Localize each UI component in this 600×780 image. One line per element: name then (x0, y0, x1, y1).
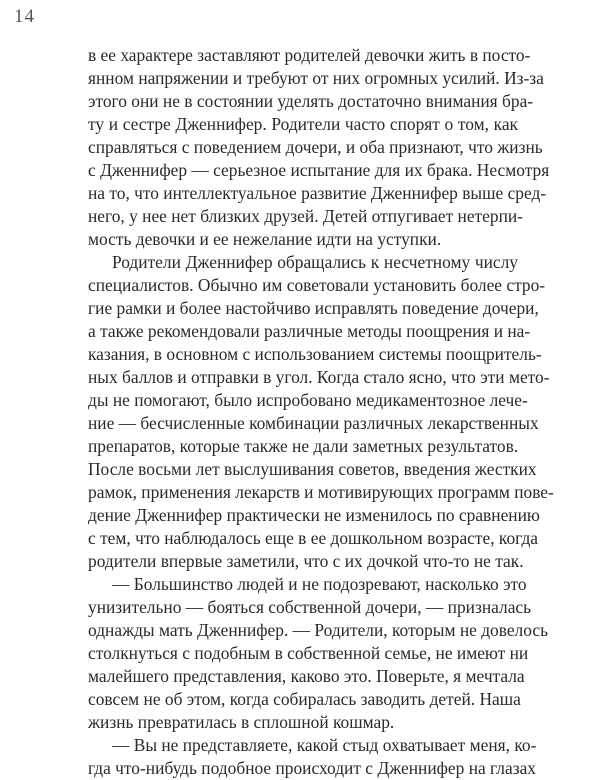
text-line: него, у нее нет близких друзей. Детей отпугивает нетерпи- (88, 206, 523, 226)
page-number: 14 (14, 6, 35, 27)
paragraph-2 (88, 251, 554, 573)
text-line: столкнуться с подобным в собственной семье, не имеют ни (88, 643, 529, 663)
text-line: однажды мать Дженнифер. — Родители, которым не довелось (88, 620, 549, 640)
text-line: ных баллов и отправки в угол. Когда стало ясно, что эти мето- (88, 367, 550, 387)
paragraph-1 (88, 44, 550, 251)
text-line: на то, что интеллектуальное развитие Дженнифер выше сред- (88, 183, 547, 203)
text-line: препаратов, которые также не дали заметных результатов. (88, 436, 519, 456)
text-line: этого они не в состоянии уделять достаточно внимания бра- (88, 91, 534, 111)
text-line: — Большинство людей и не подозревают, насколько это (112, 574, 527, 594)
text-line: мость девочки и ее нежелание идти на уступки. (88, 229, 442, 249)
text-line: гие рамки и более настойчиво исправлять поведение дочери, (88, 298, 539, 318)
text-line: ту и сестре Дженнифер. Родители часто спорят о том, как (88, 114, 518, 134)
paragraph-3 (88, 573, 549, 734)
text-line: родители впервые заметили, что с их дочкой что-то не так. (88, 551, 524, 571)
text-line: специалистов. Обычно им советовали установить более стро- (88, 275, 546, 295)
text-line: в ее характере заставляют родителей девочки жить в посто- (88, 45, 531, 65)
text-line: малейшего представления, каково это. Поверьте, я мечтала (88, 666, 525, 686)
text-line: жизнь превратилась в сплошной кошмар. (88, 712, 395, 732)
text-line: а также рекомендовали различные методы поощрения и на- (88, 321, 531, 341)
text-line: справляться с поведением дочери, и оба признают, что жизнь (88, 137, 543, 157)
text-line: — Вы не представляете, какой стыд охватывает меня, ко- (112, 735, 537, 755)
text-line: унизительно — бояться собственной дочери, — призналась (88, 597, 532, 617)
text-line: ние — бесчисленные комбинации различных лекарственных (88, 413, 539, 433)
text-line: ды не помогают, было испробовано медикаментозное лече- (88, 390, 528, 410)
text-line: рамок, применения лекарств и мотивирующих программ пове- (88, 482, 554, 502)
body-text (88, 44, 554, 780)
text-line: гда что-нибудь подобное происходит с Дженнифер на глазах (88, 758, 536, 778)
text-line: янном напряжении и требуют от них огромных усилий. Из-за (88, 68, 544, 88)
text-line: После восьми лет выслушивания советов, введения жестких (88, 459, 537, 479)
text-line: казания, в основном с использованием системы поощритель- (88, 344, 542, 364)
text-line: Родители Дженнифер обращались к несчетному числу (112, 252, 518, 272)
text-line: дение Дженнифер практически не изменилось по сравнению (88, 505, 540, 525)
paragraph-4 (88, 734, 537, 780)
text-line: с тем, что наблюдалось еще в ее дошкольном возрасте, когда (88, 528, 539, 548)
text-line: с Дженнифер — серьезное испытание для их брака. Несмотря (88, 160, 550, 180)
text-line: совсем не об этом, когда собиралась заводить детей. Наша (88, 689, 521, 709)
